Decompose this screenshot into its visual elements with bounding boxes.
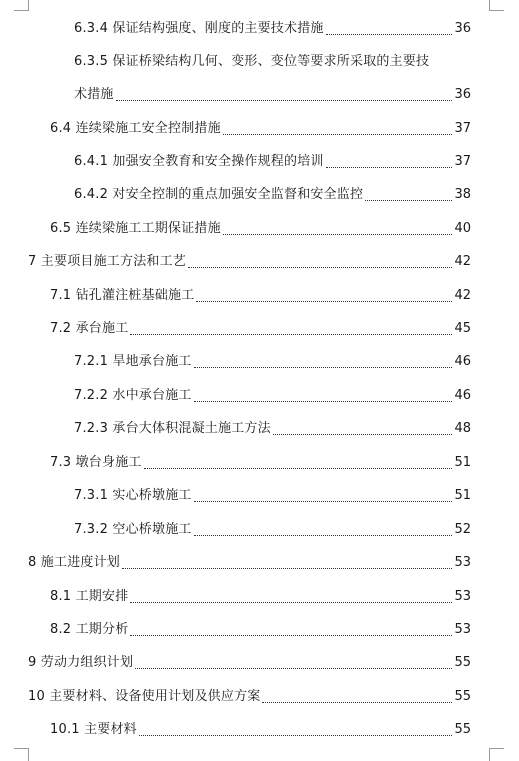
margin-corner-mark-top-right <box>489 0 504 11</box>
toc-leader-dots <box>194 500 452 502</box>
toc-leader-dots <box>130 333 452 335</box>
toc-entry-page: 52 <box>454 522 471 537</box>
toc-entry-title: 术措施 <box>74 87 114 102</box>
toc-entry-page: 45 <box>454 321 471 336</box>
toc-entry[interactable] <box>28 251 471 273</box>
toc-leader-dots <box>188 266 452 268</box>
toc-entry[interactable] <box>74 184 471 206</box>
toc-leader-dots <box>262 701 452 703</box>
toc-entry-page: 55 <box>454 655 471 670</box>
toc-entry[interactable] <box>50 285 471 307</box>
toc-leader-dots <box>223 233 452 235</box>
toc-entry-title: 6.4.1 加强安全教育和安全操作规程的培训 <box>74 154 324 169</box>
toc-entry-page: 55 <box>454 689 471 704</box>
toc-entry-page: 55 <box>454 722 471 737</box>
toc-entry-page: 37 <box>454 154 471 169</box>
toc-entry-title: 7.2 承台施工 <box>50 321 129 336</box>
toc-entry[interactable] <box>28 552 471 574</box>
toc-entry-page: 42 <box>454 288 471 303</box>
toc-leader-dots <box>365 199 452 201</box>
toc-leader-dots <box>194 366 452 368</box>
toc-entry[interactable] <box>50 586 471 608</box>
toc-entry-page: 42 <box>454 254 471 269</box>
toc-entry-title: 8.1 工期安排 <box>50 589 129 604</box>
toc-entry-page: 51 <box>454 455 471 470</box>
toc-leader-dots <box>326 33 452 35</box>
toc-entry-title: 7.3.2 空心桥墩施工 <box>74 522 192 537</box>
toc-entry-title: 7.2.3 承台大体积混凝土施工方法 <box>74 421 271 436</box>
toc-entry[interactable] <box>74 151 471 173</box>
toc-entry[interactable] <box>74 418 471 440</box>
toc-leader-dots <box>196 300 452 302</box>
toc-entry-title: 10 主要材料、设备使用计划及供应方案 <box>28 689 261 704</box>
toc-entry-title: 6.4.2 对安全控制的重点加强安全监督和安全监控 <box>74 187 364 202</box>
toc-leader-dots <box>326 166 452 168</box>
toc-entry-page: 36 <box>454 87 471 102</box>
toc-entry-continuation[interactable] <box>74 84 471 106</box>
toc-entry-title: 7 主要项目施工方法和工艺 <box>28 254 187 269</box>
toc-entry-page: 37 <box>454 121 471 136</box>
toc-entry-title: 10.1 主要材料 <box>50 722 137 737</box>
toc-entry[interactable] <box>74 351 471 373</box>
toc-entry-title: 7.2.2 水中承台施工 <box>74 388 192 403</box>
toc-entry-title: 8 施工进度计划 <box>28 555 121 570</box>
toc-leader-dots <box>130 601 452 603</box>
margin-corner-mark-bottom-left <box>14 748 29 761</box>
toc-entry[interactable] <box>74 485 471 507</box>
toc-entry-title: 7.1 钻孔灌注桩基础施工 <box>50 288 195 303</box>
toc-leader-dots <box>116 99 452 101</box>
toc-entry-page: 53 <box>454 622 471 637</box>
toc-entry[interactable] <box>50 619 471 641</box>
margin-corner-mark-top-left <box>14 0 29 11</box>
toc-entry-page: 36 <box>454 21 471 36</box>
toc-entry-title: 8.2 工期分析 <box>50 622 129 637</box>
toc-entry-title: 6.3.4 保证结构强度、刚度的主要技术措施 <box>74 21 324 36</box>
toc-entry-page: 53 <box>454 555 471 570</box>
toc-leader-dots <box>139 734 452 736</box>
toc-entry[interactable] <box>74 385 471 407</box>
toc-entry-page: 46 <box>454 388 471 403</box>
toc-entry[interactable] <box>74 18 471 40</box>
toc-leader-dots <box>223 133 452 135</box>
toc-entry[interactable] <box>74 51 471 73</box>
toc-entry[interactable] <box>28 652 471 674</box>
toc-entry-title: 6.5 连续梁施工工期保证措施 <box>50 221 221 236</box>
toc-entry-title: 7.2.1 旱地承台施工 <box>74 354 192 369</box>
toc-entry[interactable] <box>50 218 471 240</box>
toc-entry-page: 51 <box>454 488 471 503</box>
toc-entry-title: 7.3.1 实心桥墩施工 <box>74 488 192 503</box>
toc-entry-page: 38 <box>454 187 471 202</box>
toc-entry-page: 40 <box>454 221 471 236</box>
toc-entry[interactable] <box>50 118 471 140</box>
toc-entry-title: 7.3 墩台身施工 <box>50 455 142 470</box>
toc-entry[interactable] <box>50 452 471 474</box>
toc-leader-dots <box>144 467 452 469</box>
toc-entry[interactable] <box>28 686 471 708</box>
toc-leader-dots <box>273 433 452 435</box>
toc-entry[interactable] <box>50 318 471 340</box>
toc-leader-dots <box>122 567 452 569</box>
toc-entry[interactable] <box>50 719 471 741</box>
toc-entry-title: 9 劳动力组织计划 <box>28 655 134 670</box>
toc-entry-page: 53 <box>454 589 471 604</box>
toc-entry-title: 6.3.5 保证桥梁结构几何、变形、变位等要求所采取的主要技 <box>74 54 430 69</box>
toc-entry-page: 46 <box>454 354 471 369</box>
toc-leader-dots <box>194 534 452 536</box>
toc-leader-dots <box>130 634 452 636</box>
toc-entry-page: 48 <box>454 421 471 436</box>
toc-entry[interactable] <box>74 519 471 541</box>
toc-entry-title: 6.4 连续梁施工安全控制措施 <box>50 121 221 136</box>
margin-corner-mark-bottom-right <box>489 748 504 761</box>
toc-leader-dots <box>194 400 452 402</box>
toc-leader-dots <box>135 667 452 669</box>
